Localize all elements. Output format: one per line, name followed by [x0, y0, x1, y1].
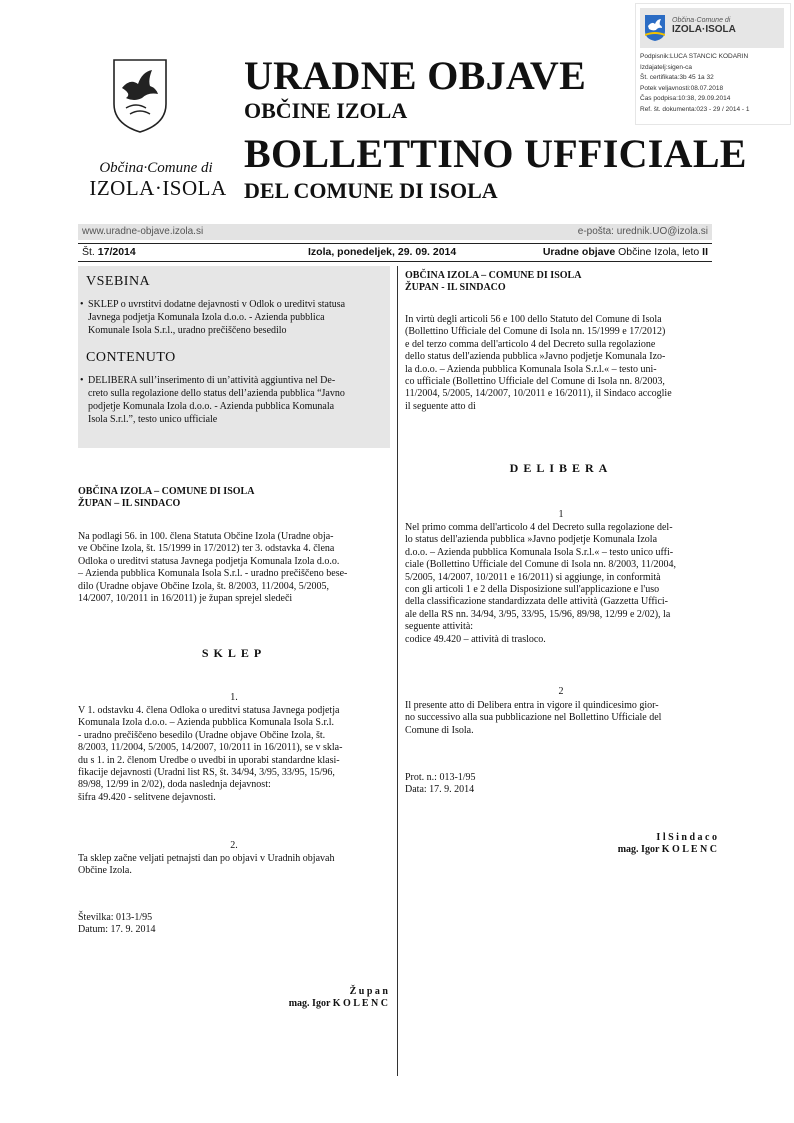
toc-contenuto-heading: CONTENUTO [86, 350, 176, 365]
left-sign-role: Ž u p a n [349, 986, 388, 997]
left-art1-number: 1. [230, 692, 238, 703]
right-art2-number: 2 [558, 686, 564, 697]
title-bollettino-ufficiale: BOLLETTINO UFFICIALE [244, 131, 747, 176]
bullet: • [80, 375, 84, 386]
signature-certificate: Št. certifikata:3b 45 1a 32 [640, 74, 714, 81]
right-sign-name: mag. Igor K O L E N C [617, 844, 717, 856]
issue-number: Št. 17/2014 [82, 246, 136, 258]
signature-time: Čas podpisa:10:38, 29.09.2014 [640, 95, 731, 102]
signature-logo-area [640, 8, 784, 48]
toc-contenuto-item[interactable]: • DELIBERA sull’inserimento di un’attività aggiuntiva nel De- creto sulla regolazione dello status dell’azienda pubblica “Javno podjetje Komunala Izola d.o.o. - Azienda pubblica Komunala Isola S.r.l.”, testo unico ufficiale [80, 375, 345, 425]
logo-caption-bottom: IZOLA·ISOLA [89, 176, 227, 200]
right-art2-text: Il presente atto di Delibera entra in vigore il quindicesimo gior- no successivo alla sua pubblicazione nel Bollettino Ufficiale del Comune di Isola. [405, 700, 662, 736]
signature-details [640, 52, 749, 115]
digital-signature-box [635, 3, 791, 125]
website-link[interactable]: www.uradne-objave.izola.si [82, 226, 204, 237]
table-of-contents [78, 266, 390, 448]
left-art2-text: Ta sklep začne veljati petnajsti dan po objavi v Uradnih objavah Občine Izola. [78, 853, 335, 877]
logo-caption-top: Občina·Comune di [99, 160, 213, 176]
coat-of-arms-logo [112, 58, 168, 134]
left-reference: Številka: 013-1/95 Datum: 17. 9. 2014 [78, 912, 156, 936]
title-uradne-objave: URADNE OBJAVE [244, 53, 587, 98]
left-art2-number: 2. [230, 840, 238, 851]
shield-icon [644, 14, 666, 42]
bullet: • [80, 299, 84, 310]
right-act-title: DELIBERA [509, 461, 613, 475]
signature-brand-top: Občina·Comune di [672, 17, 731, 24]
left-sign-name: mag. Igor K O L E N C [288, 998, 388, 1010]
left-act-title: SKLEP [201, 646, 267, 660]
right-intro: In virtù degli articoli 56 e 100 dello Statuto del Comune di Isola (Bollettino Ufficiale del Comune di Isola nn. 15/1999 e 17/2012) e del terzo comma dell'articolo 4 del Decreto sulla regolazione dello status dell'azienda pubblica »Javno podjetje Komunala Izo- la d.o.o. – Azienda pubblica Komunala Isola S.r.l.« – testo uni- co ufficiale (Bollettino Ufficiale del Comune di Isola nn. 8/2003, 11/2004, 5/2005, 14/2007, 10/2011 e 16/2011), il Sindaco accoglie il seguente atto di [405, 314, 672, 412]
rule-top [78, 243, 712, 244]
left-signature [78, 986, 388, 1011]
signature-brand-bottom: IZOLA·ISOLA [672, 24, 736, 35]
title-del-comune-di-isola: DEL COMUNE DI ISOLA [244, 178, 498, 203]
issue-line [78, 246, 712, 262]
right-signature [405, 832, 717, 857]
right-org-heading: OBČINA IZOLA – COMUNE DI ISOLA ŽUPAN - IL SINDACO [405, 270, 582, 294]
toc-vsebina-heading: VSEBINA [86, 274, 151, 289]
rule-bottom [78, 261, 712, 262]
right-sign-role: I l S i n d a c o [656, 832, 717, 843]
signature-reference: Ref. št. dokumenta:023 - 29 / 2014 - 1 [640, 105, 750, 113]
url-bar [78, 224, 712, 240]
issue-publication: Uradne objave Občine Izola, leto II [542, 246, 708, 258]
signature-issuer: Izdajatelj:sigen-ca [640, 63, 693, 71]
toc-vsebina-item[interactable]: • SKLEP o uvrstitvi dodatne dejavnosti v Odlok o ureditvi statusa Javnega podjetja Komunala Izola d.o.o. - Azienda pubblica Komunale Isola S.r.l., uradno prečiščeno besedilo [80, 299, 346, 336]
signature-signer: Podpisnik:LUCA STANCIC KODARIN [640, 53, 749, 60]
column-divider [397, 266, 398, 1076]
email-link[interactable]: e-pošta: urednik.UO@izola.si [577, 226, 708, 237]
issue-date: Izola, ponedeljek, 29. 09. 2014 [308, 246, 457, 258]
right-reference: Prot. n.: 013-1/95 Data: 17. 9. 2014 [405, 772, 476, 796]
left-intro: Na podlagi 56. in 100. člena Statuta Občine Izola (Uradne obja- ve Občine Izola, št. 15/1999 in 17/2012) ter 3. odstavka 4. člena Odloka o ureditvi statusa Javnega podjetja Komunala Izola d.o.o. – Azienda pubblica Komunala Isola S.r.l. - uradno prečiščeno bese- dilo (Uradne objave Občine Izola, št. 8/2003, 11/2004, 5/2005, 14/2007, 10/2011 in 16/2011) je župan sprejel sledeči [78, 531, 348, 605]
left-art1-text: V 1. odstavku 4. člena Odloka o ureditvi statusa Javnega podjetja Komunala Izola d.o.o. – Azienda pubblica Komunala Isola S.r.l. - uradno prečiščeno besedilo (Uradne objave Občine Izola, št. 8/2003, 11/2004, 5/2005, 14/2007, 10/2011 in 16/2011), se v skla- du s 1. in 2. členom Uredbe o uvedbi in uporabi standardne klasi- fikacije dejavnosti (Uradni list RS, št. 34/94, 3/95, 33/95, 15/96, 89/98, 12/99 in 2/02), doda naslednja dejavnost: šifra 49.420 - selitvene dejavnosti. [78, 705, 343, 803]
right-art1-number: 1 [558, 509, 564, 520]
right-art1-text: Nel primo comma dell'articolo 4 del Decreto sulla regolazione del- lo status dell'azienda pubblica »Javno podjetje Komunala Izola d.o.o. – Azienda pubblica Komunala Isola S.r.l.« – testo unico uffi- ciale (Bollettino Ufficiale del Comune di Isola nn. 8/2003, 11/2004, 5/2005, 14/2007, 10/2011 e 16/2011) si aggiunge, in conformità con gli articoli 1 e 2 della Disposizione sull'applicazione e l'uso della classificazione standardizzata delle attività (Gazzetta Uffici- ale della RS nn. 34/94, 3/95, 33/95, 15/96, 89/98, 12/99 e 2/02), la seguente attività: codice 49.420 – attività di trasloco. [405, 522, 677, 645]
left-org-heading: OBČINA IZOLA – COMUNE DI ISOLA ŽUPAN – IL SINDACO [78, 486, 255, 510]
title-obcine-izola: OBČINE IZOLA [244, 98, 408, 123]
signature-expiry: Potek veljavnosti:08.07.2018 [640, 84, 724, 92]
